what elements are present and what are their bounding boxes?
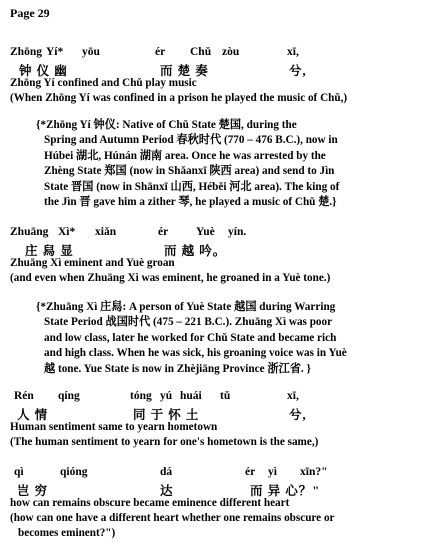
stanza-3-gloss: Human sentiment same to yearn hometown [10,421,218,433]
stanza-1-pinyin [0,46,425,60]
note-line: Zhèng State 郑国 (now in Shǎanxī 陕西 area) and send to Jìn [44,165,335,178]
pinyin-word: Zhuāng [10,226,49,238]
stanza-1-hanzi [0,61,425,78]
hanzi-group: 达 [160,484,174,498]
pinyin-word: zòu [222,46,240,58]
pinyin-word: yì [268,466,277,478]
pinyin-word: huái [180,390,202,402]
stanza-3-translation: (The human sentiment to yearn for one's hometown is the same,) [10,436,319,448]
stanza-3-hanzi [0,405,425,422]
pinyin-word: yōu [82,46,100,58]
pinyin-word: qióng [60,466,88,478]
stanza-4-translation-cont: becomes eminent?") [18,527,116,539]
pinyin-word: tóng [130,390,152,402]
note-zhong-yi [36,118,420,210]
hanzi-group: 而 越 吟。 [164,244,227,258]
note-line: Húbei 湖北, Húnán 湖南 area. Once he was arrested by the [44,149,326,162]
page-label: Page 29 [10,6,50,20]
note-line: Spring and Autumn Period 春秋时代 (770 – 476 B.C.), now in [44,134,338,147]
hanzi-group: 人 情 [17,408,49,422]
pinyin-word: ér [158,226,169,238]
note-line: and high class. When he was sick, his groaning voice was in Yuè [44,347,347,360]
pinyin-word: dá [160,466,173,478]
note-line: State Period 战国时代 (475 – 221 B.C.). Zhuāng Xì was poor [44,316,333,329]
pinyin-word: Yí* [46,46,64,58]
pinyin-word: xī, [287,390,299,402]
pinyin-word: yú [160,390,173,402]
pinyin-word: xī, [287,46,299,58]
pinyin-word: ér [245,466,256,478]
note-line: and low class, later he worked for Chǔ State and became rich [44,331,337,344]
pinyin-word: qì [14,466,24,478]
stanza-4-gloss: how can remains obscure became eminence different heart [10,497,290,509]
note-line: 越 tone. Yue State is now in Zhèjiāng Province 浙江省. } [44,362,311,375]
pinyin-word: qíng [58,390,80,402]
hanzi-group: 兮, [289,64,307,78]
hanzi-group: 同 于 怀 土 [133,408,200,422]
stanza-4-translation: (how can one have a different heart whether one remains obscure or [10,512,335,524]
stanza-4-pinyin [0,466,425,480]
pinyin-word: Chǔ [190,46,212,58]
stanza-4-hanzi [0,481,425,498]
stanza-1-gloss: Zhōng Yí confined and Chǔ play music [10,77,197,89]
hanzi-group: 岂 穷 [17,484,49,498]
pinyin-word: Zhōng [10,46,42,58]
stanza-1-translation: (When Zhōng Yí was confined in a prison he played the music of Chǔ,) [10,92,348,104]
hanzi-group: 庄 舄 显 [25,244,74,258]
hanzi-group: 兮, [289,408,307,422]
pinyin-word: Yuè [196,226,215,238]
stanza-2-gloss: Zhuāng Xì eminent and Yuè groan [10,257,175,269]
stanza-2-pinyin [0,226,425,240]
stanza-2-hanzi [0,241,425,258]
note-line: {*Zhuāng Xì 庄舄: A person of Yuè State 越国 during Warring [36,301,336,313]
pinyin-word: ér [155,46,166,58]
pinyin-word: Rén [14,390,34,402]
hanzi-group: 而 异 心？" [250,484,321,498]
pinyin-word: xiǎn [95,226,117,238]
pinyin-word: yín. [228,226,247,238]
hanzi-group: 钟 仪 幽 [19,64,68,78]
note-line: {*Zhōng Yí 钟仪: Native of Chǔ State 楚国, during the [36,119,297,131]
pinyin-word: tǔ [220,390,231,402]
note-zhuang-xi [36,300,420,377]
pinyin-word: Xì* [58,226,76,238]
note-line: the Jìn 晋 gave him a zither 琴, he played a music of Chǔ 楚.} [44,196,337,209]
stanza-3-pinyin [0,390,425,404]
stanza-2-translation: (and even when Zhuāng Xì was eminent, he groaned in a Yuè tone.) [10,272,331,284]
hanzi-group: 而 楚 奏 [160,64,209,78]
pinyin-word: xīn?" [300,466,328,478]
note-line: State 晋国 (now in Shānxī 山西, Héběi 河北 area). The king of [44,180,340,193]
